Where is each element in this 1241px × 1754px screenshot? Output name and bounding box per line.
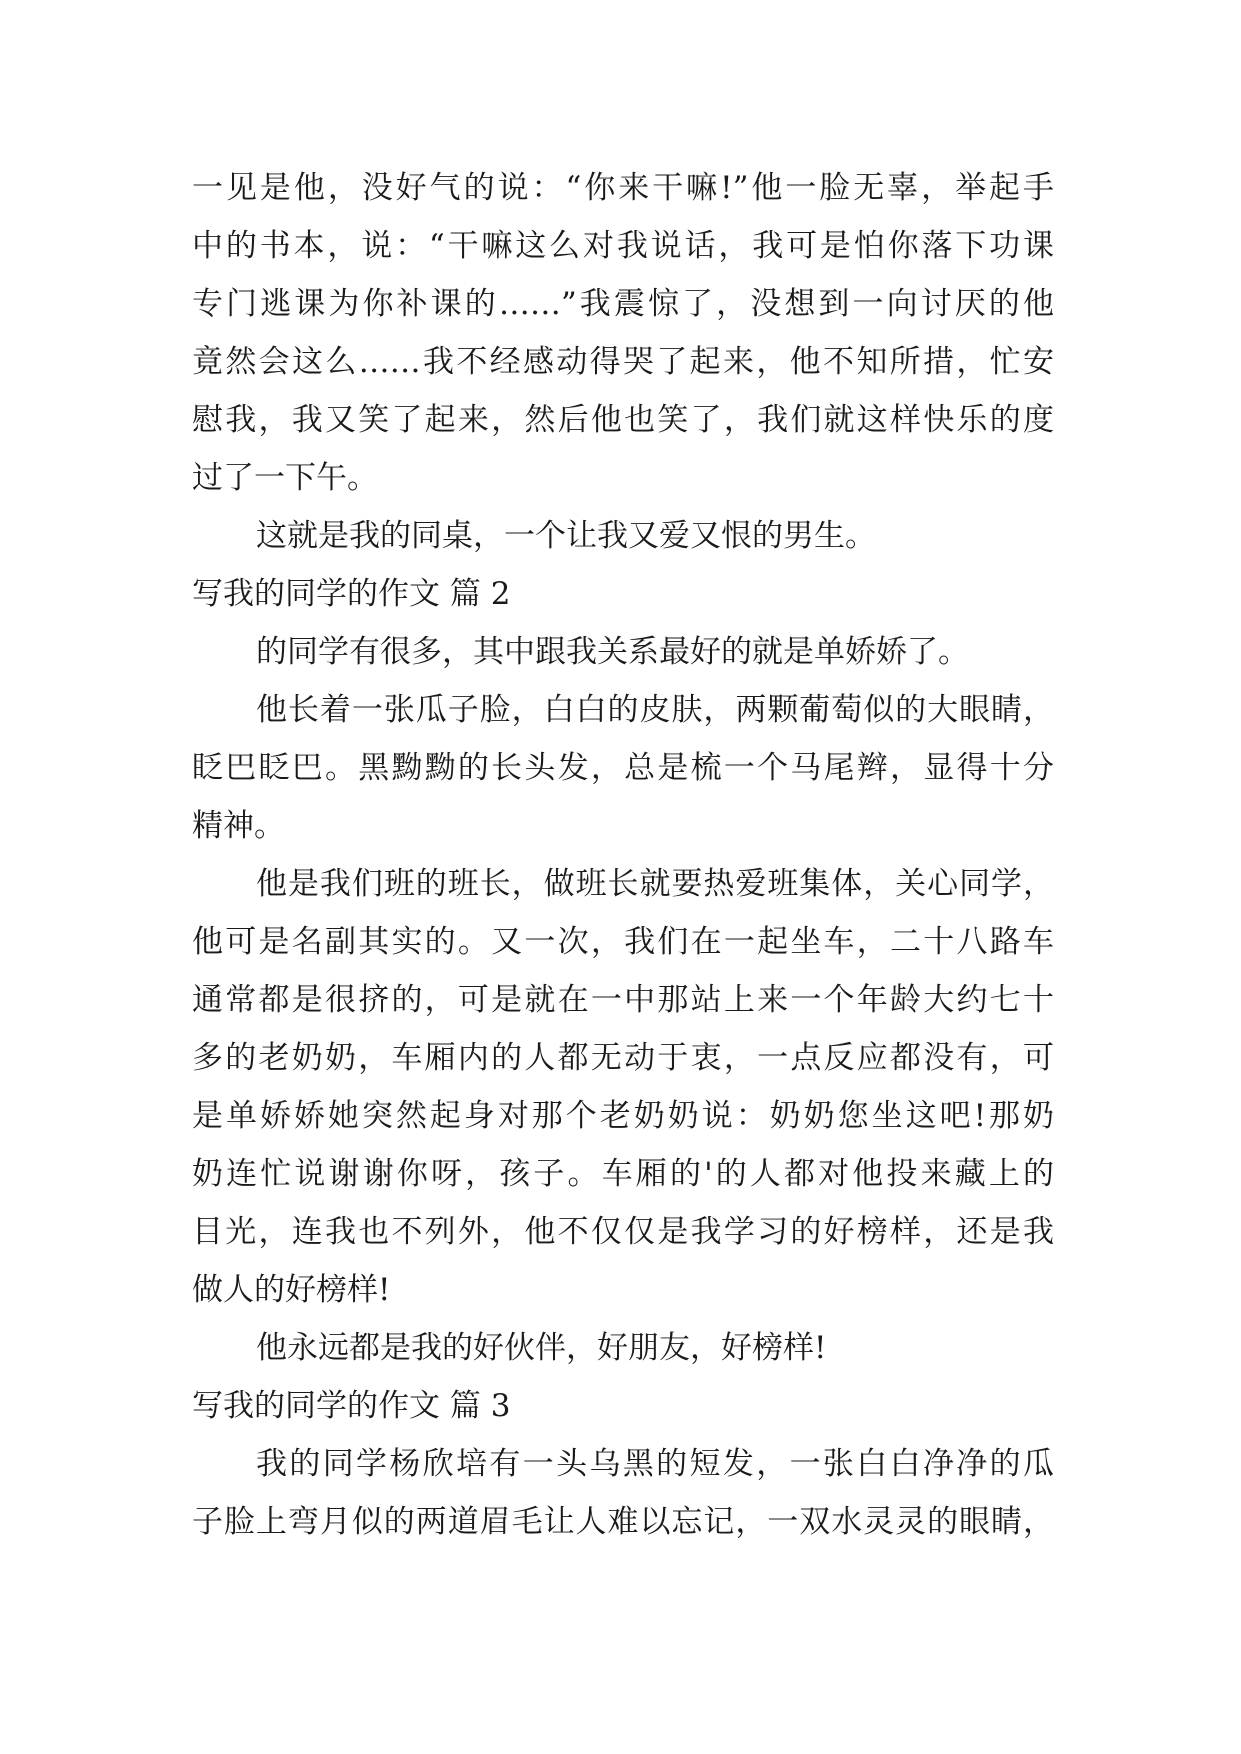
paragraph-line: 做人的好榜样! xyxy=(192,1272,391,1308)
section-heading: 写我的同学的作文 篇 2 xyxy=(192,576,511,612)
section-heading: 写我的同学的作文 篇 3 xyxy=(192,1388,511,1424)
paragraph-line: 子脸上弯月似的两道眉毛让人难以忘记，一双水灵灵的眼睛， xyxy=(192,1504,1054,1540)
paragraph-line: 一见是他，没好气的说：“你来干嘛!”他一脸无辜，举起手 xyxy=(192,170,1054,206)
paragraph-line: 多的老奶奶，车厢内的人都无动于衷，一点反应都没有，可 xyxy=(192,1040,1054,1076)
paragraph-line: 竟然会这么……我不经感动得哭了起来，他不知所措，忙安 xyxy=(192,344,1054,380)
paragraph-line: 过了一下午。 xyxy=(192,460,378,496)
paragraph-line: 这就是我的同桌，一个让我又爱又恨的男生。 xyxy=(256,518,876,554)
paragraph-line: 他长着一张瓜子脸，白白的皮肤，两颗葡萄似的大眼睛， xyxy=(256,692,1054,728)
paragraph-line: 精神。 xyxy=(192,808,285,844)
paragraph-line: 专门逃课为你补课的……”我震惊了，没想到一向讨厌的他 xyxy=(192,286,1054,322)
paragraph-line: 眨巴眨巴。黑黝黝的长头发，总是梳一个马尾辫，显得十分 xyxy=(192,750,1054,786)
paragraph-line: 中的书本，说：“干嘛这么对我说话，我可是怕你落下功课 xyxy=(192,228,1054,264)
paragraph-line: 奶连忙说谢谢你呀，孩子。车厢的'的人都对他投来藏上的 xyxy=(192,1156,1054,1192)
paragraph-line: 他是我们班的班长，做班长就要热爱班集体，关心同学， xyxy=(256,866,1054,902)
document-page xyxy=(192,159,1054,1551)
paragraph-line: 他永远都是我的好伙伴，好朋友，好榜样! xyxy=(256,1330,827,1366)
paragraph-line: 目光，连我也不列外，他不仅仅是我学习的好榜样，还是我 xyxy=(192,1214,1054,1250)
paragraph-line: 是单娇娇她突然起身对那个老奶奶说：奶奶您坐这吧!那奶 xyxy=(192,1098,1054,1134)
paragraph-line: 通常都是很挤的，可是就在一中那站上来一个年龄大约七十 xyxy=(192,982,1054,1018)
paragraph-line: 的同学有很多，其中跟我关系最好的就是单娇娇了。 xyxy=(256,634,969,670)
paragraph-line: 慰我，我又笑了起来，然后他也笑了，我们就这样快乐的度 xyxy=(192,402,1054,438)
paragraph-line: 我的同学杨欣培有一头乌黑的短发，一张白白净净的瓜 xyxy=(256,1446,1054,1482)
paragraph-line: 他可是名副其实的。又一次，我们在一起坐车，二十八路车 xyxy=(192,924,1054,960)
